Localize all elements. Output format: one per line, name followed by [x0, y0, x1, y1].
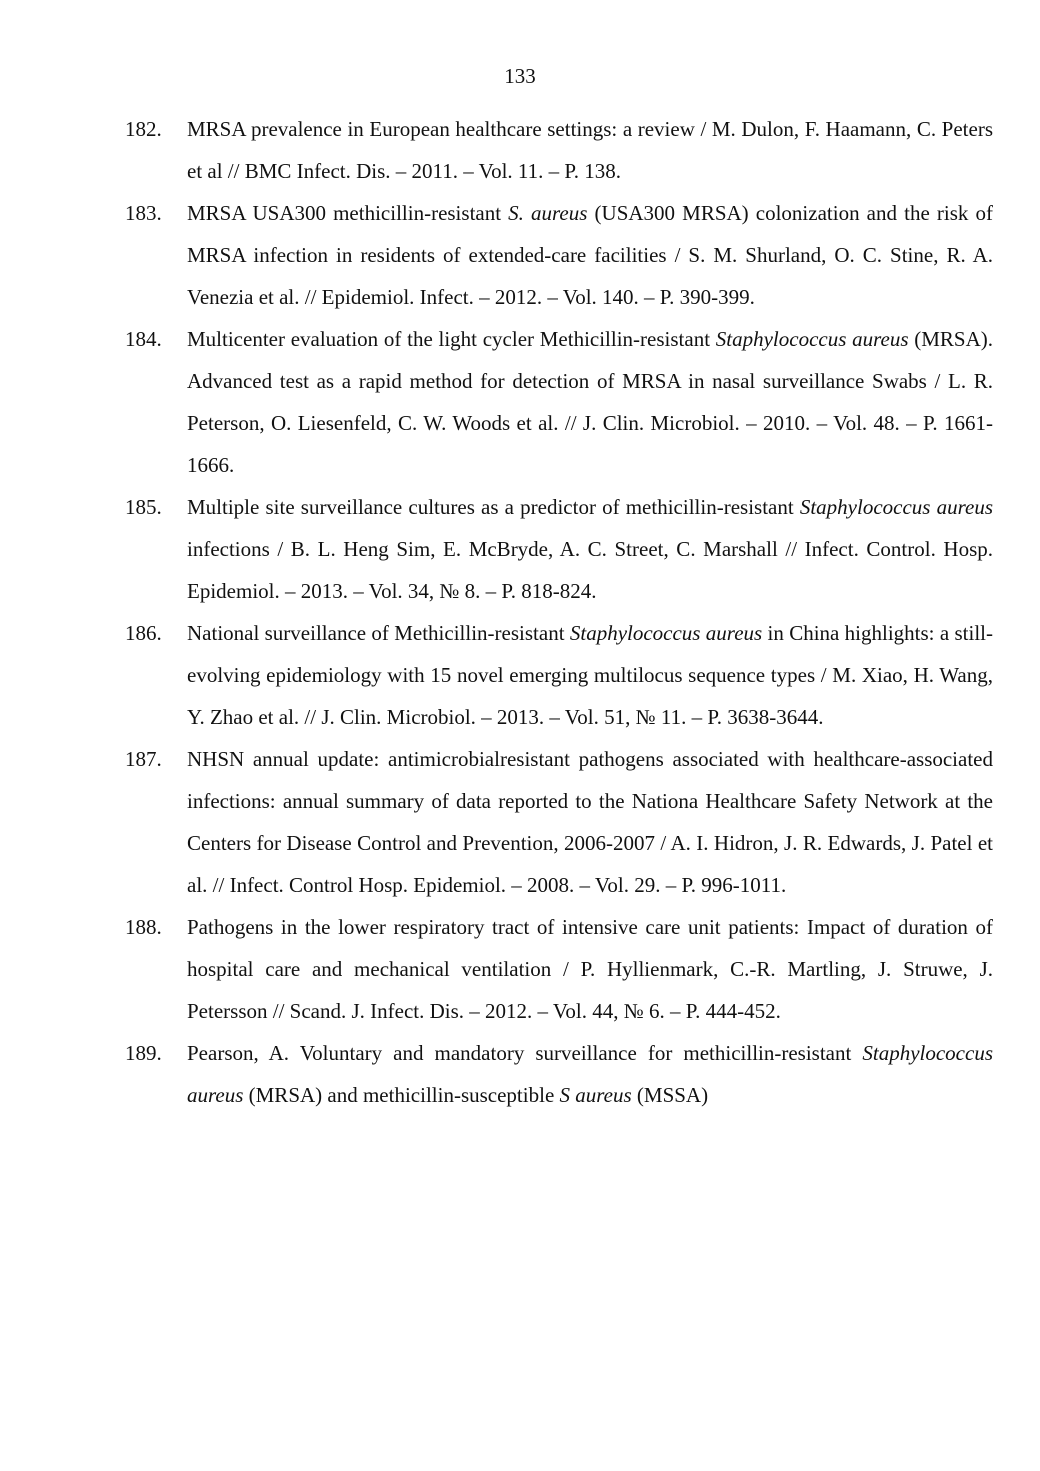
reference-item [125, 738, 993, 906]
reference-text-segment: in China highlights: a still-evolving epidemiology with 15 novel emerging multilocus sequence types / M. Xiao, H. Wang, Y. Zhao et al. // J. Clin. Microbiol. – 2013. – Vol. 51, № 11. – P. 3638-3644. [187, 621, 993, 729]
reference-text [187, 1032, 993, 1116]
reference-text [187, 612, 993, 738]
reference-text-segment: (MRSA). Advanced test as a rapid method for detection of MRSA in nasal surveillance Swabs / L. R. Peterson, O. Liesenfeld, C. W. Woods et al. // J. Clin. Microbiol. – 2010. – Vol. 48. – P. 1661-1666. [187, 327, 994, 477]
reference-number: 186. [125, 621, 162, 645]
reference-species-name: Staphylococcus aureus [187, 1041, 993, 1107]
reference-item [125, 318, 993, 486]
reference-item [125, 906, 993, 1032]
reference-text-segment: Multicenter evaluation of the light cycler Methicillin-resistant [187, 327, 716, 351]
reference-species-name: Staphylococcus aureus [715, 327, 909, 351]
reference-species-name: S aureus [559, 1083, 632, 1107]
reference-item [125, 486, 993, 612]
reference-item [125, 1032, 993, 1116]
reference-text [187, 192, 993, 318]
reference-number: 184. [125, 327, 162, 351]
reference-text-segment: MRSA USA300 methicillin-resistant [187, 201, 509, 225]
reference-text-segment: (MSSA) [631, 1083, 709, 1107]
reference-item [125, 192, 993, 318]
reference-text-segment: (USA300 MRSA) colonization and the risk of MRSA infection in residents of extended-care facilities / S. M. Shurland, O. C. Stine, R. A. Venezia et al. // Epidemiol. Infect. – 2012. – Vol. 140. – P. 390-399. [187, 201, 993, 309]
reference-number: 182. [125, 117, 162, 141]
reference-text [187, 108, 993, 192]
reference-text-segment: Pearson, A. Voluntary and mandatory surveillance for methicillin-resistant [187, 1041, 863, 1065]
reference-text [187, 486, 993, 612]
reference-species-name: Staphylococcus aureus [569, 621, 763, 645]
reference-text [187, 906, 993, 1032]
reference-text-segment: MRSA prevalence in European healthcare settings: a review / M. Dulon, F. Haamann, C. Peters et al // BMC Infect. Dis. – 2011. – Vol. 11. – P. 138. [187, 117, 993, 183]
reference-species-name: S. aureus [508, 201, 588, 225]
reference-list [125, 108, 993, 1116]
reference-species-name: Staphylococcus aureus [799, 495, 994, 519]
reference-item [125, 108, 993, 192]
reference-text-segment: Pathogens in the lower respiratory tract of intensive care unit patients: Impact of duration of hospital care and mechanical ventilation / P. Hyllienmark, C.-R. Martling, J. Struwe, J. Petersson // Scand. J. Infect. Dis. – 2012. – Vol. 44, № 6. – P. 444-452. [187, 915, 993, 1023]
reference-text-segment: (MRSA) and methicillin-susceptible [243, 1083, 560, 1107]
reference-text [187, 318, 993, 486]
reference-text [187, 738, 993, 906]
reference-number: 189. [125, 1041, 162, 1065]
reference-text-segment: National surveillance of Methicillin-resistant [187, 621, 570, 645]
reference-text-segment: infections / B. L. Heng Sim, E. McBryde, A. C. Street, C. Marshall // Infect. Control. Hosp. Epidemiol. – 2013. – Vol. 34, № 8. – P. 818-824. [187, 537, 993, 603]
reference-text-segment: NHSN annual update: antimicrobialresistant pathogens associated with healthcare-associated infections: annual summary of data reported to the Nationa Healthcare Safety Network at the Centers for Disease Control and Prevention, 2006-2007 / A. I. Hidron, J. R. Edwards, J. Patel et al. // Infect. Control Hosp. Epidemiol. – 2008. – Vol. 29. – P. 996-1011. [187, 747, 993, 897]
reference-number: 185. [125, 495, 162, 519]
reference-number: 187. [125, 747, 162, 771]
reference-text-segment: Multiple site surveillance cultures as a predictor of methicillin-resistant [187, 495, 800, 519]
page-number: 133 [504, 64, 536, 88]
reference-number: 188. [125, 915, 162, 939]
reference-item [125, 612, 993, 738]
reference-number: 183. [125, 201, 162, 225]
